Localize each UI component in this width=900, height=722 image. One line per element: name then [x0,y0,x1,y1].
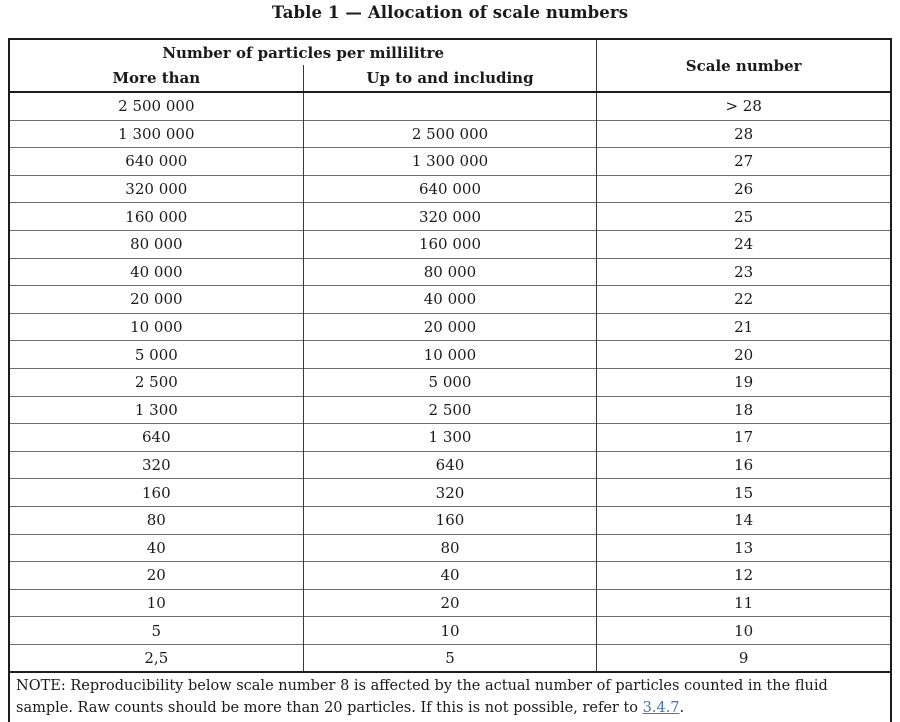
cell-more-than: 1 300 000 [9,120,303,148]
cell-up-to-including: 160 [303,506,597,534]
cell-up-to-including: 320 [303,479,597,507]
cell-scale-number: 26 [597,175,891,203]
cell-scale-number: 14 [597,506,891,534]
cell-up-to-including: 640 [303,451,597,479]
header-more-than: More than [9,65,303,92]
cell-more-than: 40 000 [9,258,303,286]
cell-up-to-including: 40 [303,562,597,590]
cell-more-than: 320 000 [9,175,303,203]
cell-up-to-including: 20 000 [303,313,597,341]
cell-more-than: 5 [9,617,303,645]
table-row [9,286,891,314]
cell-up-to-including: 40 000 [303,286,597,314]
cell-scale-number: 13 [597,534,891,562]
table-row [9,506,891,534]
table-row [9,424,891,452]
cell-scale-number: 18 [597,396,891,424]
header-up-to-including: Up to and including [303,65,597,92]
cell-up-to-including: 1 300 000 [303,148,597,176]
table-row [9,562,891,590]
cell-scale-number: 12 [597,562,891,590]
cell-up-to-including: 320 000 [303,203,597,231]
table-header [9,39,891,92]
cell-more-than: 80 [9,506,303,534]
cell-up-to-including: 80 [303,534,597,562]
cell-scale-number: 21 [597,313,891,341]
cell-more-than: 10 [9,589,303,617]
cell-scale-number: 9 [597,644,891,672]
cell-up-to-including: 20 [303,589,597,617]
allocation-table [8,38,892,722]
table-title: Table 1 — Allocation of scale numbers [271,3,629,22]
table-row [9,341,891,369]
cell-more-than: 640 000 [9,148,303,176]
note-link-3-4-7[interactable]: 3.4.7 [642,700,680,717]
table-note [9,672,891,722]
cell-scale-number: 24 [597,230,891,258]
table-row [9,644,891,672]
table-row [9,203,891,231]
cell-more-than: 1 300 [9,396,303,424]
cell-more-than: 40 [9,534,303,562]
header-scale-number: Scale number [685,56,802,75]
cell-more-than: 20 [9,562,303,590]
table-row [9,230,891,258]
table-row [9,479,891,507]
table-row [9,175,891,203]
cell-up-to-including: 1 300 [303,424,597,452]
cell-scale-number: 10 [597,617,891,645]
cell-more-than: 20 000 [9,286,303,314]
table-row [9,313,891,341]
cell-up-to-including: 5 [303,644,597,672]
cell-scale-number: 27 [597,148,891,176]
cell-up-to-including: 2 500 [303,396,597,424]
header-particles-group: Number of particles per millilitre [9,39,597,65]
table-row [9,617,891,645]
cell-more-than: 640 [9,424,303,452]
table-row [9,589,891,617]
note-text-before: NOTE: Reproducibility below scale number 8 is affected by the actual number of particles counted in the fluid sample. Raw counts should be more than 20 particles. If this is not possible, refer to [16,678,828,717]
cell-scale-number: > 28 [597,92,891,120]
cell-up-to-including [303,92,597,120]
cell-up-to-including: 640 000 [303,175,597,203]
cell-up-to-including: 2 500 000 [303,120,597,148]
cell-scale-number: 28 [597,120,891,148]
cell-more-than: 2 500 000 [9,92,303,120]
table-row [9,258,891,286]
cell-more-than: 5 000 [9,341,303,369]
note-text-after: . [679,700,685,717]
table-row [9,451,891,479]
cell-scale-number: 25 [597,203,891,231]
cell-more-than: 80 000 [9,230,303,258]
table-row [9,534,891,562]
cell-more-than: 10 000 [9,313,303,341]
cell-scale-number: 19 [597,368,891,396]
table-row [9,120,891,148]
cell-more-than: 160 [9,479,303,507]
cell-scale-number: 15 [597,479,891,507]
cell-up-to-including: 160 000 [303,230,597,258]
cell-scale-number: 23 [597,258,891,286]
cell-up-to-including: 10 000 [303,341,597,369]
cell-more-than: 160 000 [9,203,303,231]
cell-up-to-including: 80 000 [303,258,597,286]
table-row [9,368,891,396]
table-row [9,396,891,424]
table-row [9,92,891,120]
cell-scale-number: 20 [597,341,891,369]
table-footer [9,672,891,722]
table-body [9,92,891,672]
cell-more-than: 2,5 [9,644,303,672]
cell-scale-number: 22 [597,286,891,314]
cell-up-to-including: 10 [303,617,597,645]
table-row [9,148,891,176]
cell-up-to-including: 5 000 [303,368,597,396]
cell-more-than: 320 [9,451,303,479]
cell-scale-number: 17 [597,424,891,452]
cell-more-than: 2 500 [9,368,303,396]
cell-scale-number: 16 [597,451,891,479]
cell-scale-number: 11 [597,589,891,617]
